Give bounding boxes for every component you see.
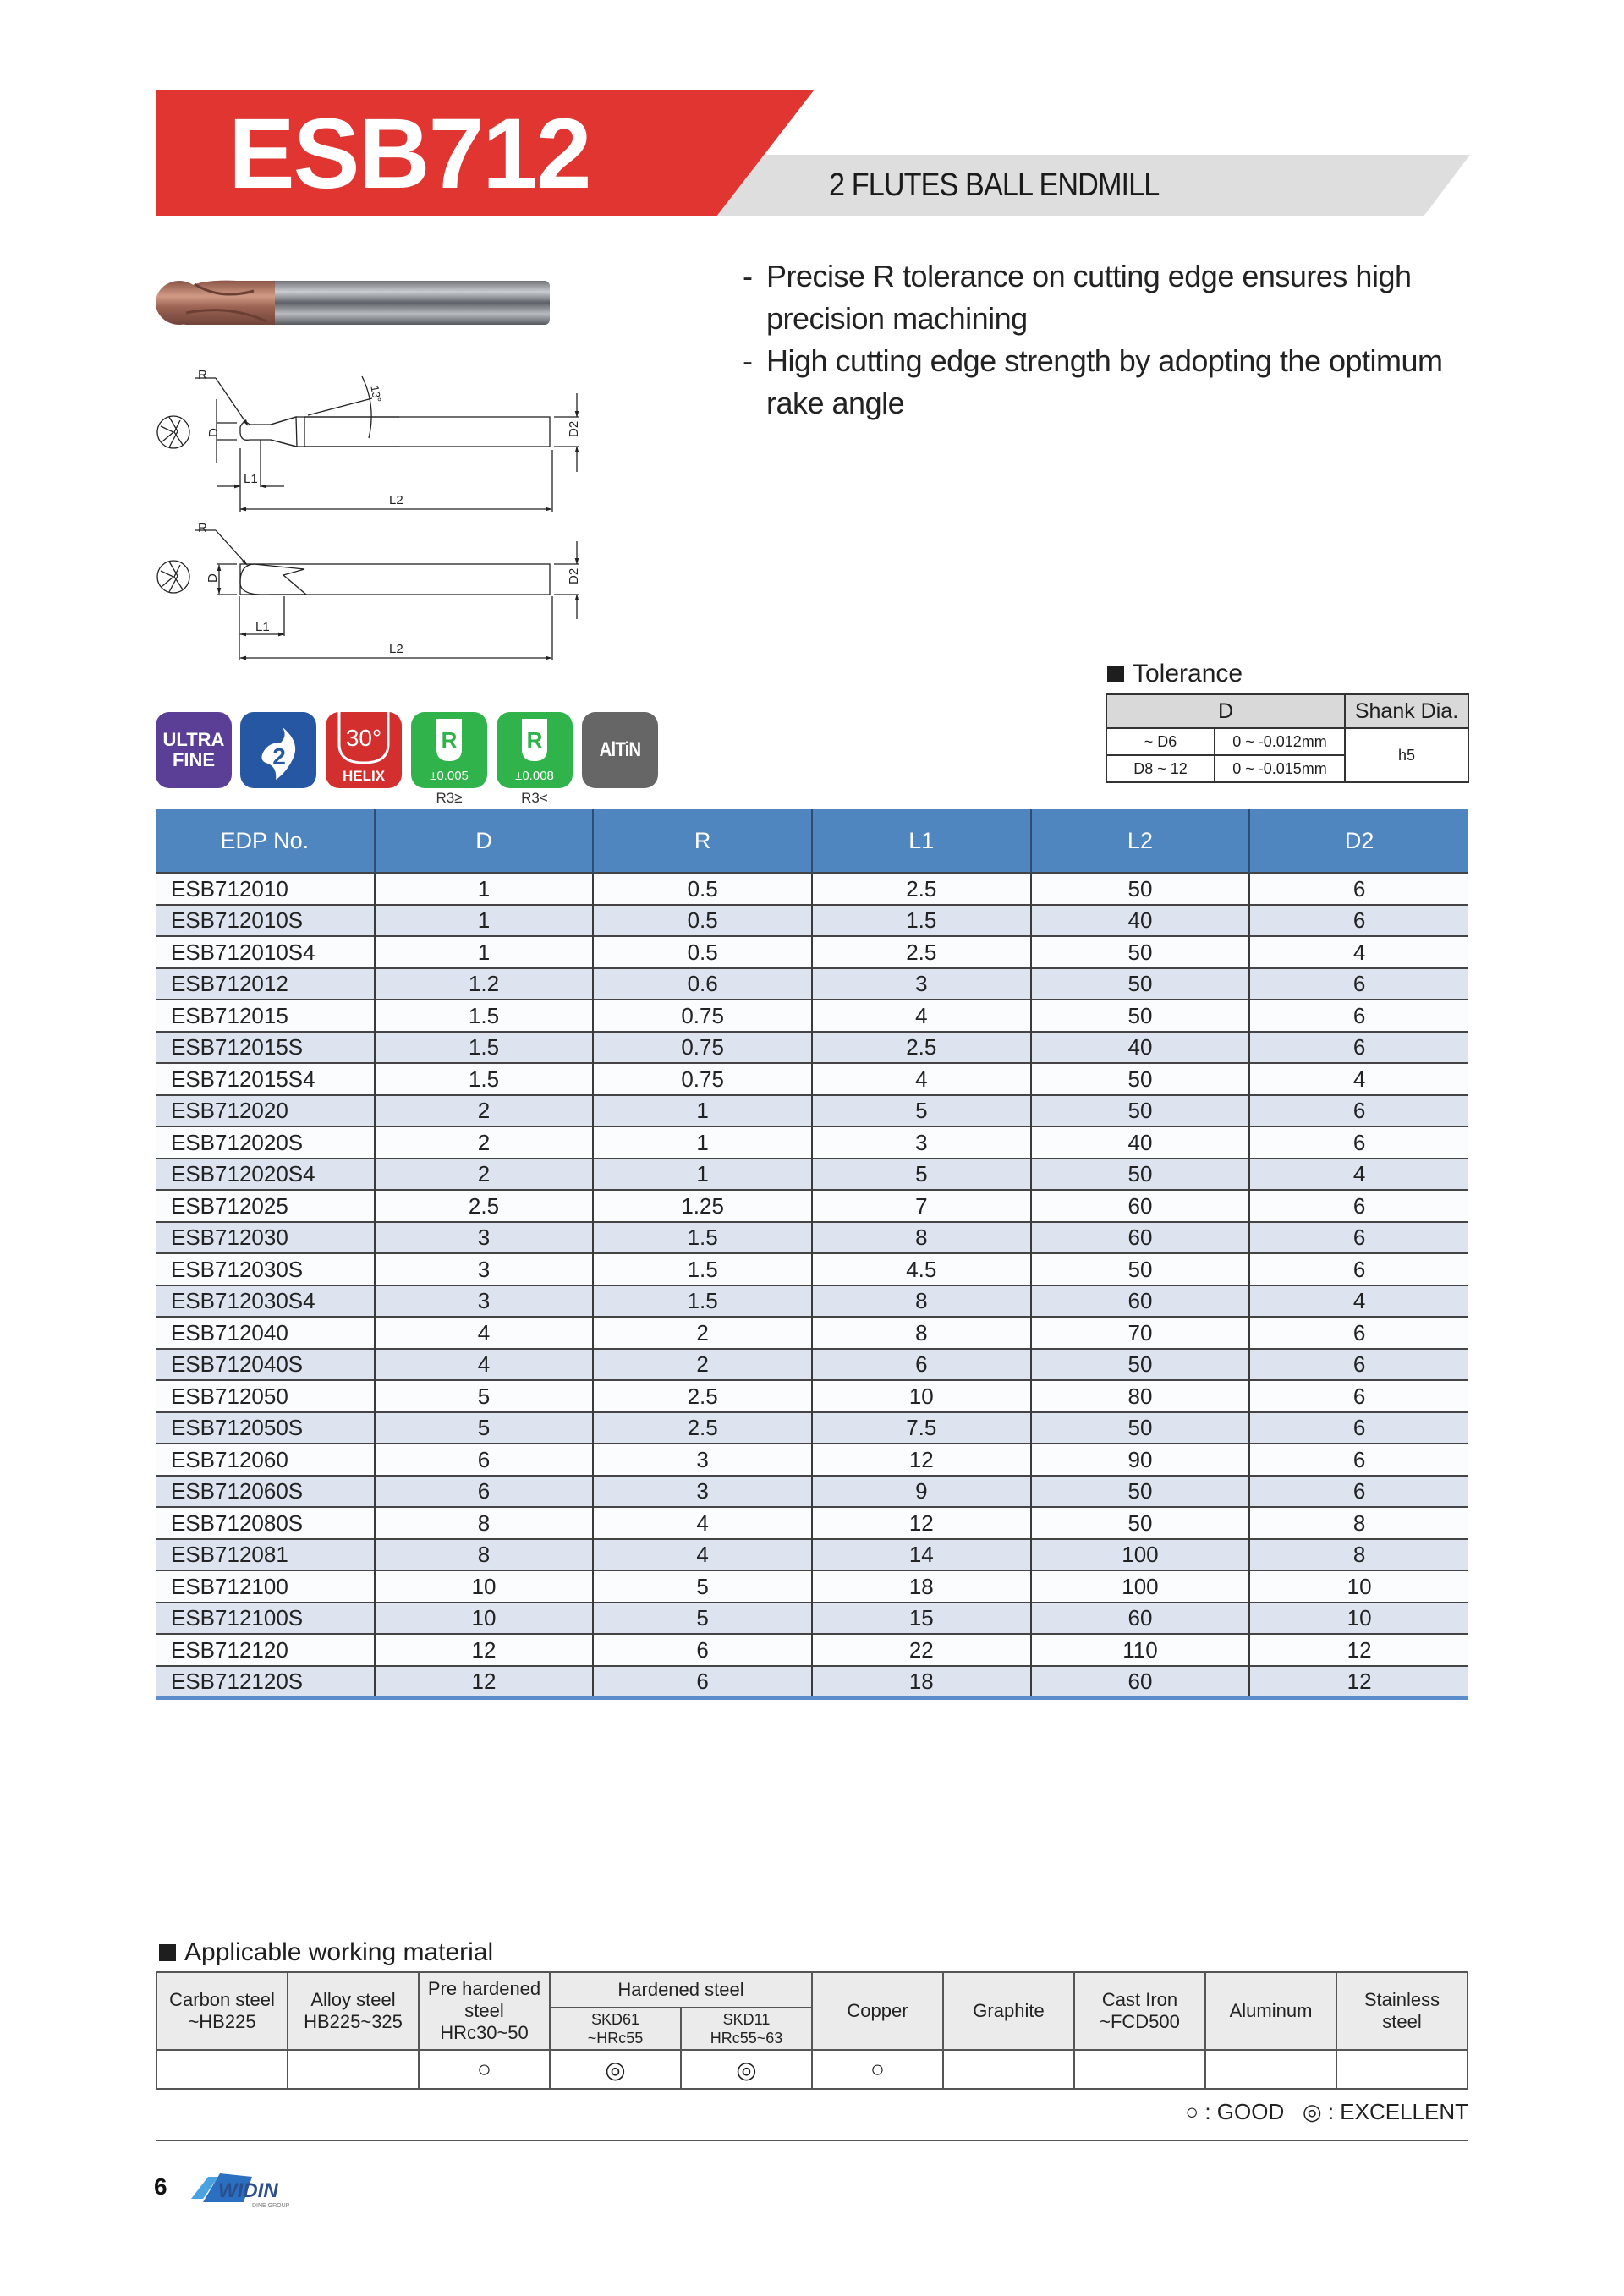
table-row (156, 968, 1468, 1000)
table-row (156, 1126, 1468, 1159)
mat-alloy: Alloy steel HB225~325 (288, 1972, 419, 2050)
table-row (156, 1476, 1468, 1508)
cell-l1: 4 (812, 1063, 1031, 1095)
cell-l2: 50 (1031, 1095, 1250, 1127)
cell-d: 1 (375, 936, 594, 968)
cell-d2: 6 (1249, 1476, 1468, 1508)
cell-edp-no: ESB712120S (156, 1666, 375, 1699)
cell-d2: 10 (1249, 1603, 1468, 1635)
cell-d2: 10 (1249, 1570, 1468, 1603)
cell-edp-no: ESB712030S4 (156, 1285, 375, 1318)
mat-aluminum: Aluminum (1205, 1972, 1336, 2050)
cell-l2: 50 (1031, 1159, 1250, 1191)
table-row (156, 1539, 1468, 1571)
cell-d2: 12 (1249, 1666, 1468, 1699)
cell-d: 6 (375, 1476, 594, 1508)
cell-l1: 9 (812, 1476, 1031, 1508)
spec-table (156, 809, 1468, 1700)
cell-d: 1.5 (375, 1063, 594, 1095)
cell-l1: 8 (812, 1285, 1031, 1318)
cell-l2: 60 (1031, 1222, 1250, 1254)
ultra-fine-icon: ULTRA FINE (156, 712, 232, 788)
cell-l1: 3 (812, 968, 1031, 1000)
cell-edp-no: ESB712025 (156, 1190, 375, 1222)
table-row (156, 905, 1468, 937)
widin-logo (184, 2165, 311, 2216)
cell-l2: 40 (1031, 905, 1250, 937)
good-rating-icon: ○ (812, 2050, 943, 2089)
cell-l1: 5 (812, 1159, 1031, 1191)
cell-edp-no: ESB712020 (156, 1095, 375, 1127)
feature-item: - Precise R tolerance on cutting edge ensures high precision machining (743, 259, 1412, 336)
table-row (156, 873, 1468, 905)
cell-edp-no: ESB712080S (156, 1507, 375, 1539)
cell-r: 0.75 (593, 1063, 812, 1095)
cell-l1: 18 (812, 1666, 1031, 1699)
cell-d2: 6 (1249, 1126, 1468, 1159)
cell-r: 6 (593, 1666, 812, 1699)
mat-stainless: Stainless steel (1336, 1972, 1468, 2050)
mat-skd61: SKD61 ~HRc55 (550, 2008, 681, 2050)
cell-edp-no: ESB712010S4 (156, 936, 375, 968)
cell-r: 0.75 (593, 1032, 812, 1064)
product-subtitle: 2 FLUTES BALL ENDMILL (829, 167, 1160, 203)
cell-d: 1.5 (375, 1032, 594, 1064)
cell-l1: 5 (812, 1095, 1031, 1127)
cell-d: 5 (375, 1412, 594, 1444)
cell-l2: 100 (1031, 1539, 1250, 1571)
rating-cell (156, 2050, 288, 2089)
cell-d: 6 (375, 1444, 594, 1476)
table-row (156, 1285, 1468, 1318)
cell-d: 10 (375, 1570, 594, 1603)
cell-edp-no: ESB712015S4 (156, 1063, 375, 1095)
mat-castiron: Cast Iron ~FCD500 (1074, 1972, 1205, 2050)
cell-r: 0.75 (593, 1000, 812, 1032)
cell-edp-no: ESB712015S (156, 1032, 375, 1064)
cell-d: 1.2 (375, 968, 594, 1000)
cell-l1: 22 (812, 1634, 1031, 1666)
svg-text:±0.008: ±0.008 (515, 769, 554, 783)
mat-hardened-group: Hardened steel (550, 1972, 812, 2008)
drawing-stub (157, 530, 579, 660)
cell-d2: 6 (1249, 968, 1468, 1000)
cell-r: 1.25 (593, 1190, 812, 1222)
cell-d2: 6 (1249, 1095, 1468, 1127)
table-row (156, 1095, 1468, 1127)
cell-l1: 2.5 (812, 873, 1031, 905)
cell-edp-no: ESB712040S (156, 1349, 375, 1381)
cell-r: 2.5 (593, 1412, 812, 1444)
table-row (156, 1222, 1468, 1254)
table-row (156, 1349, 1468, 1381)
column-header-l2: L2 (1031, 809, 1250, 873)
column-header-d: D (375, 809, 594, 873)
cell-edp-no: ESB712050 (156, 1380, 375, 1412)
two-flute-icon (240, 712, 316, 788)
cell-r: 0.5 (593, 873, 812, 905)
cell-l2: 50 (1031, 1000, 1250, 1032)
cell-edp-no: ESB712010S (156, 905, 375, 937)
cell-d2: 6 (1249, 1222, 1468, 1254)
label-l1-2: L1 (255, 620, 270, 634)
cell-l2: 50 (1031, 968, 1250, 1000)
cell-d: 1 (375, 873, 594, 905)
cell-d2: 6 (1249, 1000, 1468, 1032)
tolerance-heading: Tolerance (1107, 660, 1243, 688)
cell-d: 4 (375, 1317, 594, 1349)
table-row (156, 1380, 1468, 1412)
mat-copper: Copper (812, 1972, 943, 2050)
cell-d2: 6 (1249, 1412, 1468, 1444)
mat-graphite: Graphite (943, 1972, 1074, 2050)
cell-l1: 2.5 (812, 1032, 1031, 1064)
cell-l1: 10 (812, 1380, 1031, 1412)
cell-l1: 1.5 (812, 905, 1031, 937)
cell-l2: 50 (1031, 936, 1250, 968)
cell-l2: 50 (1031, 1476, 1250, 1508)
svg-text:30°: 30° (345, 725, 382, 751)
cell-edp-no: ESB712100 (156, 1570, 375, 1603)
cell-d: 3 (375, 1253, 594, 1285)
mat-prehardened: Pre hardened steel HRc30~50 (419, 1972, 550, 2050)
tolerance-table: D Shank Dia. ~ D6 0 ~ -0.012mm h5 D8 ~ 12 0 ~ -0.015mm (1106, 693, 1469, 783)
cell-d: 2 (375, 1159, 594, 1191)
cell-edp-no: ESB712100S (156, 1603, 375, 1635)
cell-d: 1.5 (375, 1000, 594, 1032)
cell-d2: 6 (1249, 1349, 1468, 1381)
cell-d2: 6 (1249, 1317, 1468, 1349)
cell-d2: 6 (1249, 1190, 1468, 1222)
label-l2-2: L2 (389, 642, 403, 656)
cell-l2: 110 (1031, 1634, 1250, 1666)
cell-d2: 12 (1249, 1634, 1468, 1666)
cell-edp-no: ESB712120 (156, 1634, 375, 1666)
table-row (156, 1634, 1468, 1666)
cell-edp-no: ESB712060 (156, 1444, 375, 1476)
cell-edp-no: ESB712030S (156, 1253, 375, 1285)
label-r: R (198, 368, 207, 382)
cell-d2: 8 (1249, 1539, 1468, 1571)
cell-d2: 4 (1249, 1285, 1468, 1318)
table-row (156, 1603, 1468, 1635)
cell-edp-no: ESB712050S (156, 1412, 375, 1444)
r-tolerance-005-icon (411, 712, 487, 788)
cell-l2: 70 (1031, 1317, 1250, 1349)
table-row (156, 1000, 1468, 1032)
feature-list (743, 255, 1487, 425)
cell-d: 12 (375, 1666, 594, 1699)
table-row (156, 1317, 1468, 1349)
cell-r: 1 (593, 1159, 812, 1191)
cell-l1: 7 (812, 1190, 1031, 1222)
column-header-r: R (593, 809, 812, 873)
cell-l2: 50 (1031, 1507, 1250, 1539)
cell-d: 3 (375, 1222, 594, 1254)
cell-l2: 40 (1031, 1032, 1250, 1064)
rating-cell (1074, 2050, 1205, 2089)
model-title: ESB712 (228, 98, 590, 210)
cell-l2: 50 (1031, 873, 1250, 905)
rating-cell (1336, 2050, 1468, 2089)
cell-edp-no: ESB712020S4 (156, 1159, 375, 1191)
cell-edp-no: ESB712060S (156, 1476, 375, 1508)
cell-r: 1.5 (593, 1253, 812, 1285)
mat-skd11: SKD11 HRc55~63 (681, 2008, 812, 2050)
cell-r: 1 (593, 1095, 812, 1127)
rating-legend: ○ : GOOD ◎ : EXCELLENT (1185, 2099, 1468, 2124)
drawing-standard (157, 376, 579, 512)
table-row (156, 1444, 1468, 1476)
cell-edp-no: ESB712012 (156, 968, 375, 1000)
svg-text:WIDIN: WIDIN (218, 2179, 278, 2202)
material-table (156, 1971, 1468, 2090)
label-d: D (206, 428, 221, 437)
cell-l1: 12 (812, 1444, 1031, 1476)
table-row (156, 1570, 1468, 1603)
cell-d: 10 (375, 1603, 594, 1635)
helix-icon (326, 712, 402, 788)
table-row (156, 1412, 1468, 1444)
cell-l1: 4.5 (812, 1253, 1031, 1285)
rating-cell (943, 2050, 1074, 2089)
cell-r: 1.5 (593, 1222, 812, 1254)
cell-l2: 40 (1031, 1126, 1250, 1159)
rating-cell (288, 2050, 419, 2089)
cell-r: 5 (593, 1570, 812, 1603)
footer-divider (156, 2140, 1468, 2141)
cell-l2: 50 (1031, 1063, 1250, 1095)
svg-text:DINE GROUP: DINE GROUP (252, 2203, 290, 2209)
cell-r: 1.5 (593, 1285, 812, 1318)
cell-r: 3 (593, 1444, 812, 1476)
label-d2: D2 (567, 420, 581, 437)
cell-r: 4 (593, 1539, 812, 1571)
tol-header-shank: Shank Dia. (1345, 694, 1468, 728)
cell-d: 1 (375, 905, 594, 937)
cell-l2: 100 (1031, 1570, 1250, 1603)
cell-r: 0.6 (593, 968, 812, 1000)
cell-l2: 50 (1031, 1412, 1250, 1444)
table-row (156, 1507, 1468, 1539)
cell-d2: 6 (1249, 905, 1468, 937)
r3-min-caption: R3≥ (436, 790, 463, 806)
table-row (156, 1032, 1468, 1064)
material-heading: Applicable working material (159, 1938, 493, 1967)
cell-l1: 8 (812, 1222, 1031, 1254)
good-rating-icon: ○ (419, 2050, 550, 2089)
cell-edp-no: ESB712040 (156, 1317, 375, 1349)
cell-r: 6 (593, 1634, 812, 1666)
cell-edp-no: ESB712081 (156, 1539, 375, 1571)
cell-edp-no: ESB712010 (156, 873, 375, 905)
cell-d2: 6 (1249, 1444, 1468, 1476)
cell-l2: 50 (1031, 1349, 1250, 1381)
svg-text:R: R (441, 727, 458, 753)
excellent-rating-icon: ◎ (550, 2050, 681, 2089)
cell-l1: 4 (812, 1000, 1031, 1032)
cell-d: 8 (375, 1539, 594, 1571)
cell-d: 5 (375, 1380, 594, 1412)
cell-edp-no: ESB712020S (156, 1126, 375, 1159)
excellent-rating-icon: ◎ (681, 2050, 812, 2089)
label-d-2: D (206, 573, 220, 583)
cell-r: 2 (593, 1317, 812, 1349)
svg-text:2: 2 (272, 743, 286, 770)
cell-edp-no: ESB712030 (156, 1222, 375, 1254)
cell-l2: 90 (1031, 1444, 1250, 1476)
shank-tolerance: h5 (1345, 728, 1468, 782)
table-row (156, 1253, 1468, 1285)
cell-l1: 8 (812, 1317, 1031, 1349)
label-d2-2: D2 (567, 567, 581, 584)
r3-max-caption: R3< (521, 790, 548, 806)
column-header-d2: D2 (1249, 809, 1468, 873)
cell-d2: 6 (1249, 873, 1468, 905)
cell-l1: 6 (812, 1349, 1031, 1381)
cell-d2: 8 (1249, 1507, 1468, 1539)
table-row (156, 1159, 1468, 1191)
cell-d: 2 (375, 1126, 594, 1159)
cell-r: 5 (593, 1603, 812, 1635)
table-row (156, 1190, 1468, 1222)
column-header-l1: L1 (812, 809, 1031, 873)
cell-r: 3 (593, 1476, 812, 1508)
cell-d: 3 (375, 1285, 594, 1318)
cell-d2: 4 (1249, 1063, 1468, 1095)
svg-text:±0.005: ±0.005 (430, 769, 469, 783)
cell-d2: 6 (1249, 1253, 1468, 1285)
cell-l2: 60 (1031, 1190, 1250, 1222)
cell-l1: 3 (812, 1126, 1031, 1159)
cell-r: 2.5 (593, 1380, 812, 1412)
column-header-edp-no: EDP No. (156, 809, 375, 873)
cell-d: 12 (375, 1634, 594, 1666)
cell-r: 2 (593, 1349, 812, 1381)
cell-d: 2.5 (375, 1190, 594, 1222)
svg-text:R: R (526, 727, 543, 753)
table-row (156, 936, 1468, 968)
page-number: 6 (154, 2173, 167, 2200)
cell-l2: 50 (1031, 1253, 1250, 1285)
cell-l2: 60 (1031, 1666, 1250, 1699)
cell-l2: 60 (1031, 1603, 1250, 1635)
feature-item: - High cutting edge strength by adopting the optimum rake angle (743, 343, 1443, 420)
cell-r: 1 (593, 1126, 812, 1159)
altin-coating-icon: AlTiN (582, 712, 658, 788)
label-l1: L1 (244, 472, 258, 486)
endmill-photo (156, 281, 550, 325)
cell-d2: 6 (1249, 1380, 1468, 1412)
table-row (156, 1666, 1468, 1699)
cell-d: 4 (375, 1349, 594, 1381)
cell-l1: 14 (812, 1539, 1031, 1571)
technical-drawing (152, 254, 643, 677)
cell-l1: 12 (812, 1507, 1031, 1539)
cell-l1: 2.5 (812, 936, 1031, 968)
cell-d2: 4 (1249, 936, 1468, 968)
r-tolerance-008-icon (497, 712, 573, 788)
cell-d: 8 (375, 1507, 594, 1539)
table-row (156, 1063, 1468, 1095)
cell-r: 0.5 (593, 936, 812, 968)
cell-d2: 6 (1249, 1032, 1468, 1064)
cell-d: 2 (375, 1095, 594, 1127)
rating-cell (1205, 2050, 1336, 2089)
label-l2: L2 (389, 493, 403, 507)
cell-l2: 80 (1031, 1380, 1250, 1412)
mat-carbon: Carbon steel ~HB225 (156, 1972, 288, 2050)
cell-l1: 15 (812, 1603, 1031, 1635)
cell-r: 4 (593, 1507, 812, 1539)
label-angle: 13° (368, 384, 384, 403)
cell-l1: 18 (812, 1570, 1031, 1603)
svg-text:HELIX: HELIX (342, 768, 386, 784)
tol-header-d: D (1106, 694, 1345, 728)
cell-l1: 7.5 (812, 1412, 1031, 1444)
cell-d2: 4 (1249, 1159, 1468, 1191)
cell-l2: 60 (1031, 1285, 1250, 1318)
cell-edp-no: ESB712015 (156, 1000, 375, 1032)
cell-r: 0.5 (593, 905, 812, 937)
label-r-2: R (198, 521, 207, 535)
